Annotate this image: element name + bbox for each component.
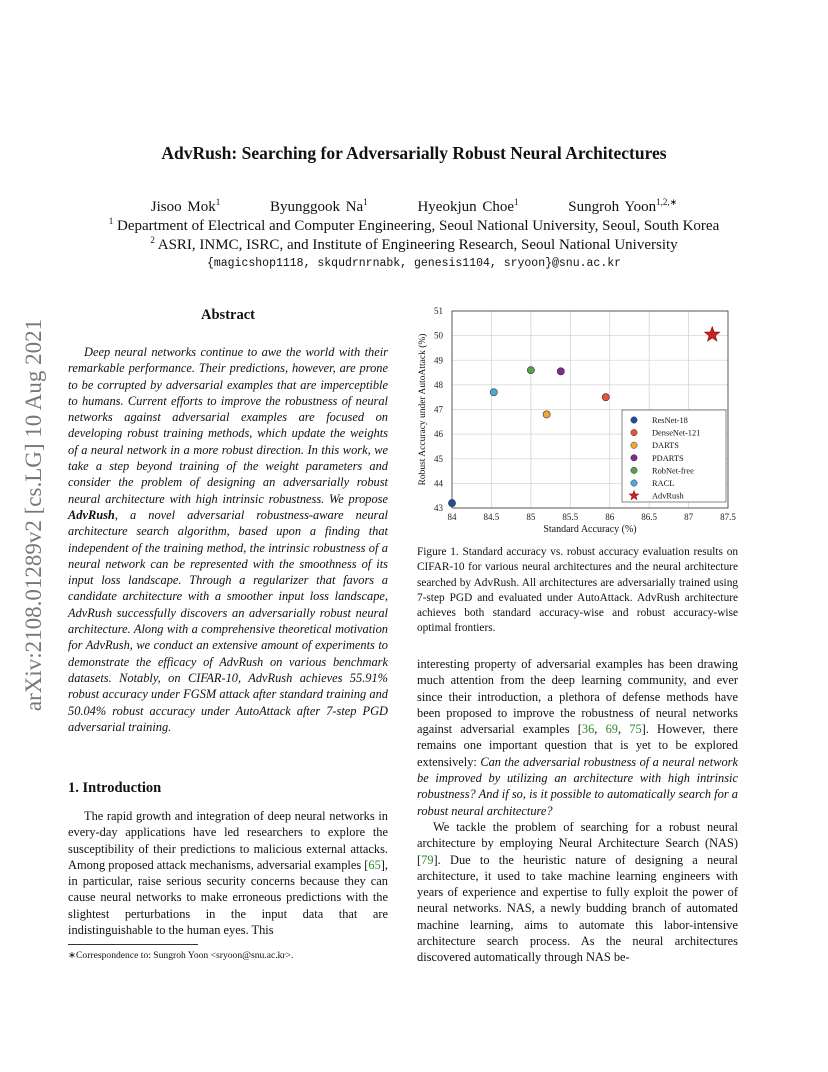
x-axis-label: Standard Accuracy (%) — [543, 524, 637, 535]
intro-heading: 1. Introduction — [68, 780, 162, 796]
affiliation-2: $^2$ ASRI, INMC, ISRC, and Institute of Engineering Research, Seoul National University — [150, 235, 678, 253]
paper-title: AdvRush: Searching for Adversarially Robust Neural Architectures — [161, 143, 667, 163]
y-tick-label: 48 — [434, 379, 443, 390]
legend-marker — [631, 455, 637, 461]
right-column-text — [417, 656, 738, 966]
legend-marker — [631, 480, 637, 486]
data-point — [557, 368, 564, 375]
legend-entry: DARTS — [652, 441, 679, 451]
legend-entry: AdvRush — [652, 491, 684, 501]
footnote: ∗Correspondence to: Sungroh Yoon <sryoon@snu.ac.kr>. — [68, 950, 294, 961]
citation-link[interactable]: 75 — [629, 722, 642, 737]
legend-marker — [631, 429, 637, 435]
x-tick-label: 85 — [526, 512, 536, 522]
y-tick-label: 45 — [434, 453, 443, 464]
legend-marker — [631, 467, 637, 473]
data-point — [602, 394, 609, 401]
author-list — [0, 197, 828, 216]
x-tick-label: 84.5 — [483, 512, 500, 522]
citation-link[interactable]: 69 — [605, 722, 618, 737]
legend-entry: DenseNet-121 — [652, 428, 701, 438]
y-tick-label: 44 — [434, 478, 443, 489]
x-tick-label: 86 — [605, 512, 615, 522]
paragraph: We tackle the problem of searching for a robust neural architecture by employing Neural Architecture Search (NAS) [79]. Due to the heuristic nature of designing a neural architecture, it used to take machine learning engineers with years of experience and expertise to fully exploit the power of neural networks. NAS, a newly budding branch of automated machine learning, aims to automate this labor-intensive architecture search process. As the neural architectures discovered automatically through NAS be- — [417, 819, 738, 965]
y-tick-label: 49 — [434, 355, 443, 366]
abstract-text: Deep neural networks continue to awe the world with their remarkable performance. Their predictions, however, are prone to be corrupted by adversarial examples that are imperceptible to humans. Current efforts to improve the robustness of neural networks against adversarial examples are focused on developing robust training methods, which update the weights of a neural network in a more robust direction. In this work, we take a step beyond training of the weight parameters and consider the problem of designing an adversarially robust neural architecture with high intrinsic robustness. We propose AdvRush, a novel adversarial robustness-aware neural architecture search algorithm, based upon a finding that independent of the training method, the intrinsic robustness of a neural network can be represented with the smoothness of its input loss landscape. Through a regularizer that favors a candidate architecture with a smoother input loss landscape, AdvRush successfully discovers an adversarially robust neural architecture. Along with a comprehensive theoretical motivation for AdvRush, we conduct an extensive amount of experiments to demonstrate the efficacy of AdvRush on various benchmark datasets. Notably, on CIFAR-10, AdvRush achieves 55.91% robust accuracy under FGSM attack after standard training and 50.04% robust accuracy under AutoAttack after 7-step PGD adversarial training. — [68, 345, 388, 734]
figure-1 — [408, 300, 748, 540]
y-axis-label: Robust Accuracy under AutoAttack (%) — [418, 333, 428, 486]
data-point — [527, 367, 534, 374]
author: Jisoo Mok$^1$ — [150, 197, 221, 215]
x-tick-label: 86.5 — [641, 512, 658, 522]
figure-caption: Figure 1. Standard accuracy vs. robust accuracy evaluation results on CIFAR-10 for various neural architectures and the neural architecture searched by AdvRush. All architectures are adversarially trained using 7-step PGD and evaluated under AutoAttack. AdvRush architecture achieves both standard accuracy-wise and robust accuracy-wise optimal frontiers. — [417, 546, 738, 635]
abstract-heading: Abstract — [201, 307, 255, 323]
y-tick-label: 46 — [434, 429, 443, 440]
paragraph: interesting property of adversarial examples has been drawing much attention from the deep learning community, and ever since their introduction, a plethora of defense methods have been proposed to improve the robustness of neural networks against adversarial examples [36, 69, 75]. However, there remains one important question that is yet to be explored extensively: Can the adversarial robustness of a neural network be improved by utilizing an architecture with high intrinsic robustness? And if so, is it possible to automatically search for a robust neural architecture? — [417, 657, 738, 818]
legend-entry: RobNet-free — [652, 466, 694, 476]
citation-link[interactable]: 65 — [368, 857, 381, 872]
author: Hyeokjun Choe$^1$ — [417, 197, 519, 215]
y-tick-label: 50 — [434, 330, 443, 341]
scatter-chart — [408, 300, 748, 540]
x-tick-label: 84 — [447, 512, 457, 522]
affiliation-1: $^1$ Department of Electrical and Computer Engineering, Seoul National University, Seoul, South Korea — [108, 216, 720, 234]
legend-entry: RACL — [652, 479, 675, 488]
data-point — [543, 411, 550, 418]
legend-marker — [631, 417, 637, 423]
y-tick-label: 51 — [434, 306, 443, 316]
citation-link[interactable]: 36 — [581, 722, 595, 737]
author: Sungroh Yoon$^{1,2,∗}$ — [568, 197, 678, 215]
intro-text: The rapid growth and integration of deep neural networks in every-day applications have led researchers to explore the susceptibility of their predictions to malicious external attacks. Among proposed attack mechanisms, adversarial examples [65], in particular, raise serious security concerns because they can cause neural networks to make erroneous predictions with the slightest perturbations in the input data that are indistinguishable to the human eyes. This — [68, 809, 389, 938]
citation-link[interactable]: 79 — [421, 852, 434, 867]
arxiv-stamp: arXiv:2108.01289v2 [cs.LG] 10 Aug 2021 — [21, 318, 46, 712]
x-tick-label: 87.5 — [720, 512, 736, 522]
legend-entry: PDARTS — [652, 453, 684, 463]
x-tick-label: 85.5 — [562, 512, 579, 522]
author-emails: {magicshop1118, skqudrnrnabk, genesis1104, sryoon}@snu.ac.kr — [206, 257, 622, 270]
footnote-rule — [68, 944, 198, 945]
y-tick-label: 47 — [434, 404, 443, 415]
y-tick-label: 43 — [434, 503, 443, 513]
legend-marker — [631, 442, 637, 448]
author: Byunggook Na$^1$ — [269, 197, 368, 215]
data-point — [448, 499, 455, 506]
x-tick-label: 87 — [684, 512, 694, 522]
data-point-star — [705, 327, 720, 341]
legend-entry: ResNet-18 — [652, 416, 688, 425]
data-point — [490, 389, 497, 396]
